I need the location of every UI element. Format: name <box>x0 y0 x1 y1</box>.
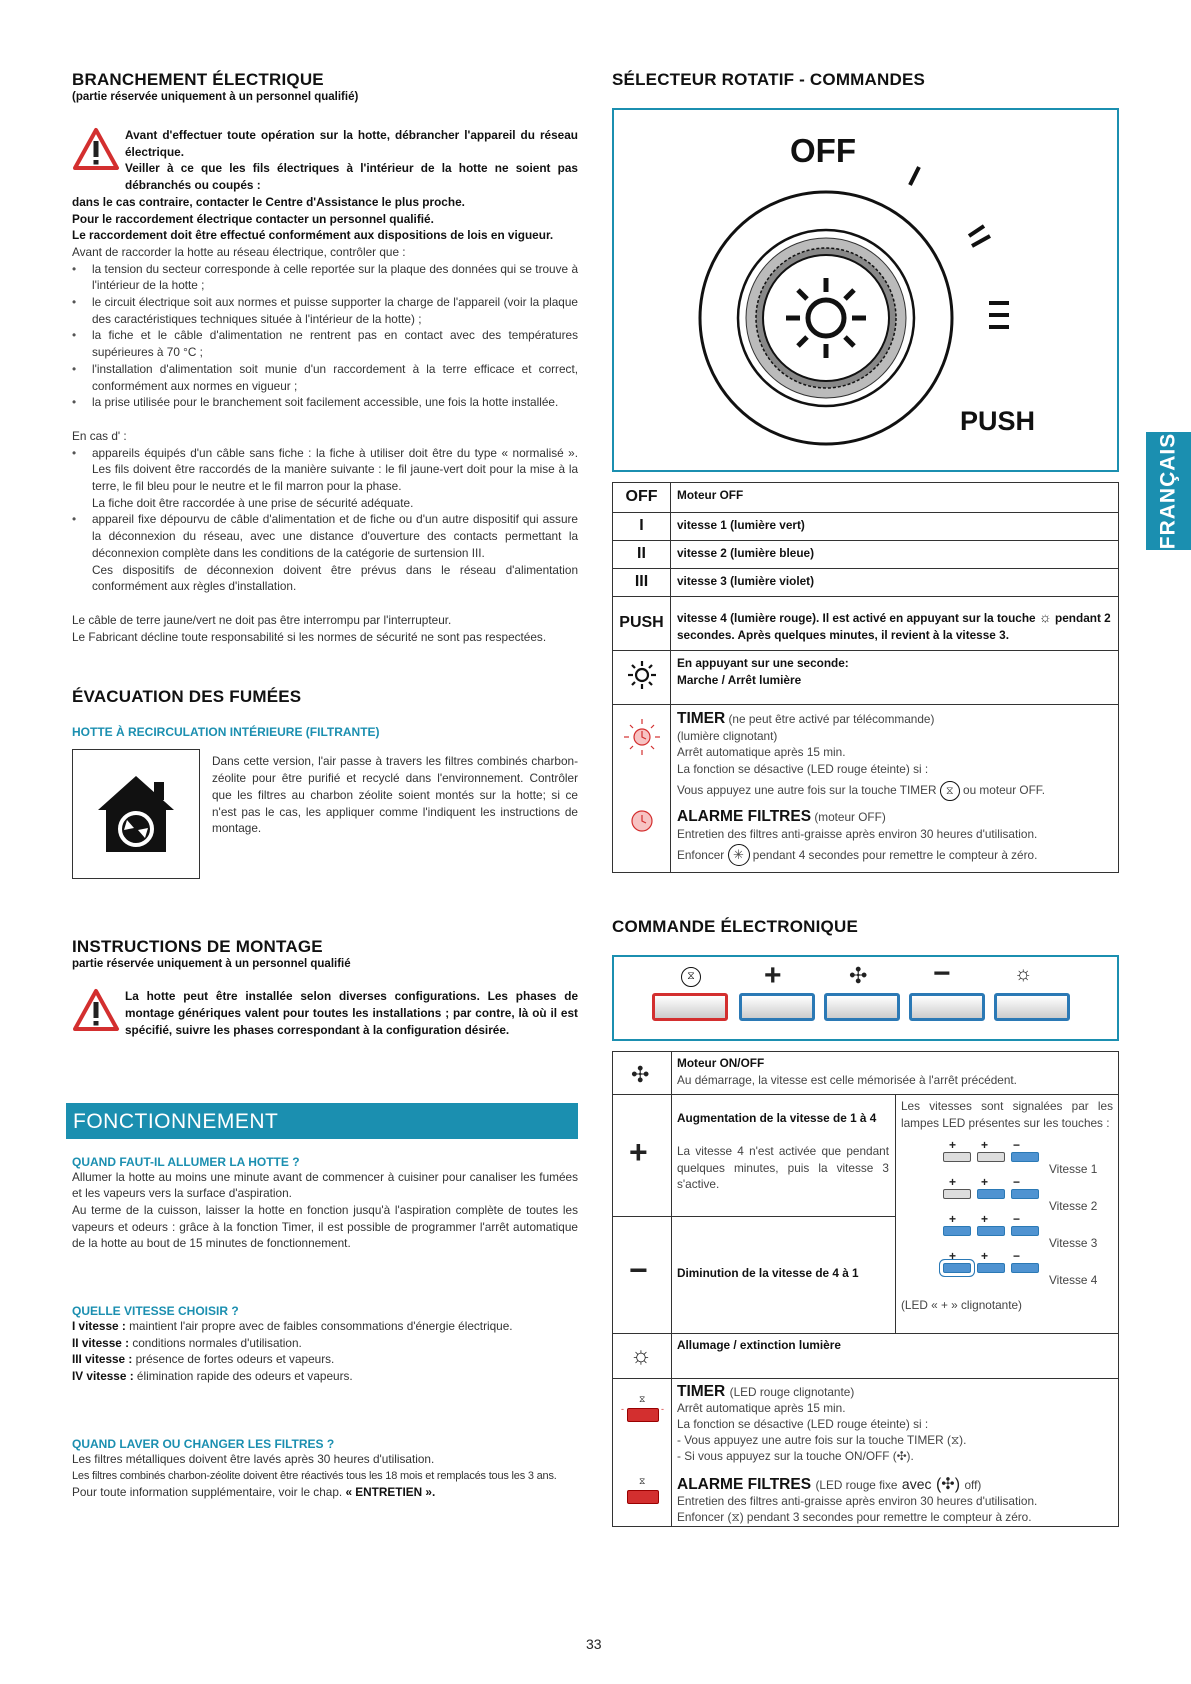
push-text-2: pendant 2 secondes. Après quelques minutes, il revient à la vitesse 3. <box>677 611 1111 642</box>
timer-title: TIMER <box>677 710 726 727</box>
table-row <box>613 569 1119 597</box>
alarm-note-2: off) <box>964 1478 982 1492</box>
timer-line-4 <box>677 1448 1115 1464</box>
plus-desc: La vitesse 4 n'est activée que pendant quelques minutes, puis la vitesse 3 s'active. <box>677 1144 889 1191</box>
sun-small-icon: ☼ <box>1038 609 1052 625</box>
electrical-bold-4: Pour le raccordement électrique contacter un personnel qualifié. <box>72 211 434 226</box>
timer-note: (LED rouge clignotante) <box>729 1385 855 1399</box>
timer-button-icon: ⧖ <box>940 781 960 801</box>
timer-line-2: La fonction se désactive (LED rouge éteinte) si : <box>677 1417 929 1431</box>
timer-line-3-text: - Vous appuyez une autre fois sur la touche TIMER <box>677 1433 944 1447</box>
list-item: • l'installation d'alimentation soit munie d'un raccordement à la terre efficace et correct, conformément aux normes en vigueur ; <box>72 361 578 394</box>
case-2b-text: Ces dispositifs de déconnexion doivent être prévus dans le réseau d'alimentation conformément aux règles d'installation. <box>92 562 578 594</box>
fonctionnement-banner <box>66 1103 578 1139</box>
selector-key: I <box>613 513 671 541</box>
recirculation-house-icon <box>94 772 178 856</box>
motor-desc: Au démarrage, la vitesse est celle mémorisée à l'arrêt précédent. <box>677 1073 1017 1087</box>
table-row <box>613 513 1119 541</box>
alarm-line-2b: pendant 4 secondes pour remettre le compteur à zéro. <box>752 848 1038 862</box>
alarm-line-2 <box>677 1509 1115 1525</box>
plus-button[interactable] <box>739 993 815 1021</box>
alarm-led-icon: ⧖ <box>623 1476 663 1506</box>
led-label-2: Vitesse 2 <box>1049 1199 1098 1213</box>
knob-off-label: OFF <box>790 132 856 169</box>
selector-table <box>612 482 1119 873</box>
control-panel <box>612 955 1119 1041</box>
timer-blinking-icon <box>622 717 662 757</box>
montage-warning <box>72 988 578 1038</box>
alarm-filter-icon <box>629 808 655 834</box>
list-item: • la prise utilisée pour le branchement soit facilement accessible, une fois la hotte installée. <box>72 394 578 411</box>
timer-line-2: Arrêt automatique après 15 min. <box>677 745 846 759</box>
selector-value: vitesse 3 (lumière violet) <box>671 569 1119 597</box>
speed-line <box>72 1335 578 1352</box>
entretien-ref: « ENTRETIEN ». <box>345 1485 436 1500</box>
table-row <box>613 597 1119 651</box>
knob-push-label: PUSH <box>960 406 1036 436</box>
speed-desc: maintient l'air propre avec de faibles consommations d'énergie électrique. <box>129 1319 513 1334</box>
a3b-text: Les filtres combinés charbon-zéolite doivent être réactivés tous les 18 mois et remplacés tous les 3 ans. <box>72 1469 557 1482</box>
list-item: • la fiche et le câble d'alimentation ne rentrent pas en contact avec des températures supérieures à 70 °C ; <box>72 327 578 360</box>
speed-line <box>72 1368 578 1385</box>
light-title: Allumage / extinction lumière <box>677 1338 841 1352</box>
timer-button[interactable] <box>652 993 728 1021</box>
electronic-timer-block <box>677 1384 1115 1525</box>
list-item: • la tension du secteur corresponde à celle reportée sur la plaque des données qui se trouve à l'intérieur de la hotte ; <box>72 261 578 294</box>
led-intro: Les vitesses sont signalées par les lampes LED présentes sur les touches : <box>901 1099 1113 1130</box>
speed-line <box>72 1351 578 1368</box>
fan-row-icon: ✣ <box>631 1062 650 1087</box>
led-label-4: Vitesse 4 <box>1049 1273 1098 1287</box>
left-column <box>72 70 578 1501</box>
fan-icon: ✣ <box>849 963 868 988</box>
electrical-warning <box>72 127 578 194</box>
table-row <box>613 705 1119 873</box>
a1b-text: Au terme de la cuisson, laisser la hotte en fonction jusqu'à l'aspiration complète de toutes les vapeurs et odeurs : grâce à la fonction Timer, il est possible de programmer l'arrêt automatique de la hotte au bout de 15 minutes de fonctionnement. <box>72 1202 578 1251</box>
table-row <box>613 541 1119 569</box>
a3c-part: Pour toute information supplémentaire, voir le chap. <box>72 1485 343 1500</box>
evacuation-text: Dans cette version, l'air passe à travers les filtres combinés charbon-zéolite pour être purifié et recyclé dans l'environnement. Contrôler que les filtres au charbon zéolite soient montés sur la hotte; si ce n'est pas le cas, les appliquer comme l'indiquent les instructions de montage. <box>212 754 578 836</box>
led-row-1: + + − <box>943 1144 1043 1168</box>
warning-triangle-icon <box>72 127 120 171</box>
fan-inline-icon: (✣) <box>935 1476 961 1493</box>
plus-title: Augmentation de la vitesse de 1 à 4 <box>677 1111 877 1125</box>
electrical-checklist <box>72 261 578 411</box>
speed-desc: conditions normales d'utilisation. <box>132 1335 302 1350</box>
timer-inline-icon: (⧖) <box>727 1510 744 1524</box>
minus-button[interactable] <box>909 993 985 1021</box>
light-text-2: Marche / Arrêt lumière <box>677 672 802 687</box>
speed-key: I vitesse : <box>72 1319 126 1334</box>
case-2-text: appareil fixe dépourvu de câble d'alimentation et de fiche ou d'un autre dispositif qui assure la déconnexion du réseau, avec une distance d'ouverture des contacts permettant la déconnexion complète dans les conditions de la catégorie de surtension III. <box>92 512 578 560</box>
led-row-3: + + − <box>943 1218 1043 1242</box>
push-text-1: vitesse 4 (lumière rouge). Il est activé en appuyant sur la touche <box>677 611 1036 625</box>
speed-desc: présence de fortes odeurs et vapeurs. <box>135 1352 335 1367</box>
electrical-intro: Avant de raccorder la hotte au réseau électrique, contrôler que : <box>72 244 406 259</box>
alarm-line-2 <box>677 844 1112 866</box>
right-column <box>612 70 1119 1527</box>
sun-icon <box>626 659 658 691</box>
language-tab-label: FRANÇAIS <box>1156 432 1180 550</box>
warning-text-1: Avant d'effectuer toute opération sur la hotte, débrancher l'appareil du réseau électrique. <box>125 128 578 159</box>
montage-subtitle: partie réservée uniquement à un personnel qualifié <box>72 958 351 971</box>
electronic-title: COMMANDE ÉLECTRONIQUE <box>612 917 858 936</box>
recirculation-box <box>72 749 578 879</box>
evacuation-subtitle: HOTTE À RECIRCULATION INTÉRIEURE (FILTRANTE) <box>72 725 380 740</box>
timer-line-4b: ou moteur OFF. <box>963 783 1045 797</box>
light-icon: ☼ <box>1014 963 1033 985</box>
motor-title: Moteur ON/OFF <box>677 1056 765 1070</box>
minus-row-icon: − <box>629 1252 648 1288</box>
alarm-line-1: Entretien des filtres anti-graisse après environ 30 heures d'utilisation. <box>677 1494 1038 1508</box>
timer-line-4-text: - Si vous appuyez sur la touche ON/OFF <box>677 1449 890 1463</box>
list-item: • le circuit électrique soit aux normes et puisse supporter la charge de l'appareil (voir la plaque des caractéristiques techniques située à l'intérieur de la hotte) ; <box>72 294 578 327</box>
fan-button[interactable] <box>824 993 900 1021</box>
rotary-selector-figure <box>612 108 1119 472</box>
table-row <box>613 483 1119 513</box>
note-1: Le câble de terre jaune/vert ne doit pas être interrompu par l'interrupteur. <box>72 612 452 627</box>
speed-key: II vitesse : <box>72 1335 130 1350</box>
q2-title: QUELLE VITESSE CHOISIR ? <box>72 1304 239 1319</box>
montage-title: INSTRUCTIONS DE MONTAGE <box>72 937 323 957</box>
alarm-avec: avec <box>901 1476 932 1492</box>
a3a-text: Les filtres métalliques doivent être lavés après 30 heures d'utilisation. <box>72 1451 435 1466</box>
timer-line-4 <box>677 781 1112 801</box>
alarm-title: ALARME FILTRES <box>677 808 812 825</box>
a1a-text: Allumer la hotte au moins une minute avant de commencer à cuisiner pour canaliser les fumées et les vapeurs vers la surface d'aspiration. <box>72 1169 578 1201</box>
electronic-table <box>612 1051 1119 1527</box>
speed-key: IV vitesse : <box>72 1369 134 1384</box>
led-note: (LED « + » clignotante) <box>901 1298 1022 1312</box>
evacuation-title: ÉVACUATION DES FUMÉES <box>72 687 302 707</box>
alarm-note: (moteur OFF) <box>814 810 886 824</box>
electrical-bold-5: Le raccordement doit être effectué conformément aux dispositions de lois en vigueur. <box>72 228 554 243</box>
timer-line-1: Arrêt automatique après 15 min. <box>677 1401 846 1415</box>
speed-desc: élimination rapide des odeurs et vapeurs. <box>136 1369 353 1384</box>
electrical-bold-3: dans le cas contraire, contacter le Centre d'Assistance le plus proche. <box>72 194 465 209</box>
led-diagram <box>943 1138 1043 1294</box>
selector-key: III <box>613 569 671 597</box>
list-item <box>72 511 578 595</box>
q3-title: QUAND LAVER OU CHANGER LES FILTRES ? <box>72 1436 335 1451</box>
timer-line-4a: Vous appuyez une autre fois sur la touche TIMER <box>677 783 937 797</box>
recirculation-image <box>72 749 200 879</box>
minus-title: Diminution de la vitesse de 4 à 1 <box>677 1266 859 1280</box>
speed-key: III vitesse : <box>72 1352 133 1367</box>
alarm-note-1: (LED rouge fixe <box>815 1478 898 1492</box>
light-text-1: En appuyant sur une seconde: <box>677 656 849 670</box>
reset-button-icon: ✳ <box>728 844 750 866</box>
timer-alarm-description <box>671 705 1119 873</box>
timer-line-1: (lumière clignotant) <box>677 728 778 743</box>
timer-title: TIMER <box>677 1383 726 1400</box>
alarm-line-2a: Enfoncer <box>677 848 725 862</box>
timer-line-3 <box>677 1432 1115 1448</box>
selector-key: PUSH <box>613 597 671 651</box>
selector-key: II <box>613 541 671 569</box>
electrical-subtitle: (partie réservée uniquement à un personnel qualifié) <box>72 91 359 103</box>
alarm-line-2b: pendant 3 secondes pour remettre le compteur à zéro. <box>746 1510 1032 1524</box>
selector-value: vitesse 2 (lumière bleue) <box>671 541 1119 569</box>
electrical-title: BRANCHEMENT ÉLECTRIQUE <box>72 70 324 89</box>
minus-icon: − <box>933 957 951 990</box>
timer-row-icons <box>613 705 671 873</box>
language-tab <box>1146 432 1191 550</box>
banner-label: FONCTIONNEMENT <box>73 1109 279 1133</box>
selector-value: Moteur OFF <box>671 483 1119 513</box>
case-list <box>72 445 578 595</box>
plus-row-icon: + <box>629 1134 648 1170</box>
q1-title: QUAND FAUT-IL ALLUMER LA HOTTE ? <box>72 1154 300 1169</box>
table-row <box>613 651 1119 705</box>
led-row-2: + + − <box>943 1181 1043 1205</box>
led-row-4: + + − <box>943 1255 1043 1279</box>
case-1b-text: La fiche doit être raccordée à une prise de sécurité adéquate. <box>92 495 414 510</box>
alarm-line-1: Entretien des filtres anti-graisse après environ 30 heures d'utilisation. <box>677 826 1038 841</box>
timer-icon: ⧖ <box>681 967 701 987</box>
warning-triangle-icon <box>72 988 120 1032</box>
timer-led-icon: ⧖ - - <box>623 1398 663 1438</box>
led-label-1: Vitesse 1 <box>1049 1162 1098 1176</box>
selector-value: vitesse 1 (lumière vert) <box>671 513 1119 541</box>
selector-title: SÉLECTEUR ROTATIF - COMMANDES <box>612 70 926 89</box>
alarm-title: ALARME FILTRES <box>677 1476 812 1493</box>
light-row-icon <box>613 651 671 705</box>
light-description <box>671 651 1119 705</box>
note-2: Le Fabricant décline toute responsabilité si les normes de sécurité ne sont pas respectées. <box>72 629 547 644</box>
list-item <box>72 445 578 512</box>
montage-warning-text: La hotte peut être installée selon diverses configurations. Les phases de montage génériques valent pour toutes les installations ; par contre, là où il est spécifié, suivre les phases correspondant à la configuration désirée. <box>125 989 578 1037</box>
light-row-icon: ☼ <box>630 1342 652 1369</box>
light-button[interactable] <box>994 993 1070 1021</box>
timer-button-icon: (⧖). <box>946 1433 967 1447</box>
led-label-3: Vitesse 3 <box>1049 1236 1098 1250</box>
alarm-line-2a: Enfoncer <box>677 1510 725 1524</box>
warning-text-2: Veiller à ce que les fils électriques à l'intérieur de la hotte ne soient pas débranchés ou coupés : <box>125 161 578 193</box>
a3c-text <box>72 1484 578 1501</box>
fan-button-icon: (✣). <box>892 1449 914 1463</box>
selector-key: OFF <box>613 483 671 513</box>
push-description <box>671 597 1119 651</box>
speed-line <box>72 1318 578 1335</box>
case-1-text: appareils équipés d'un câble sans fiche : la fiche à utiliser doit être du type « normalisé ». Les fils doivent être raccordés de la manière suivante : le fil jaune-vert doit pour la mise à la terre, le fil bleu pour le neutre et le fil marron pour la phase. <box>92 445 578 494</box>
plus-icon: + <box>764 959 782 992</box>
case-intro: En cas d' : <box>72 428 127 443</box>
timer-line-3: La fonction se désactive (LED rouge éteinte) si : <box>677 761 929 776</box>
rotary-knob-diagram <box>614 110 1117 470</box>
page-number: 33 <box>586 1636 602 1652</box>
timer-note: (ne peut être activé par télécommande) <box>728 712 935 726</box>
